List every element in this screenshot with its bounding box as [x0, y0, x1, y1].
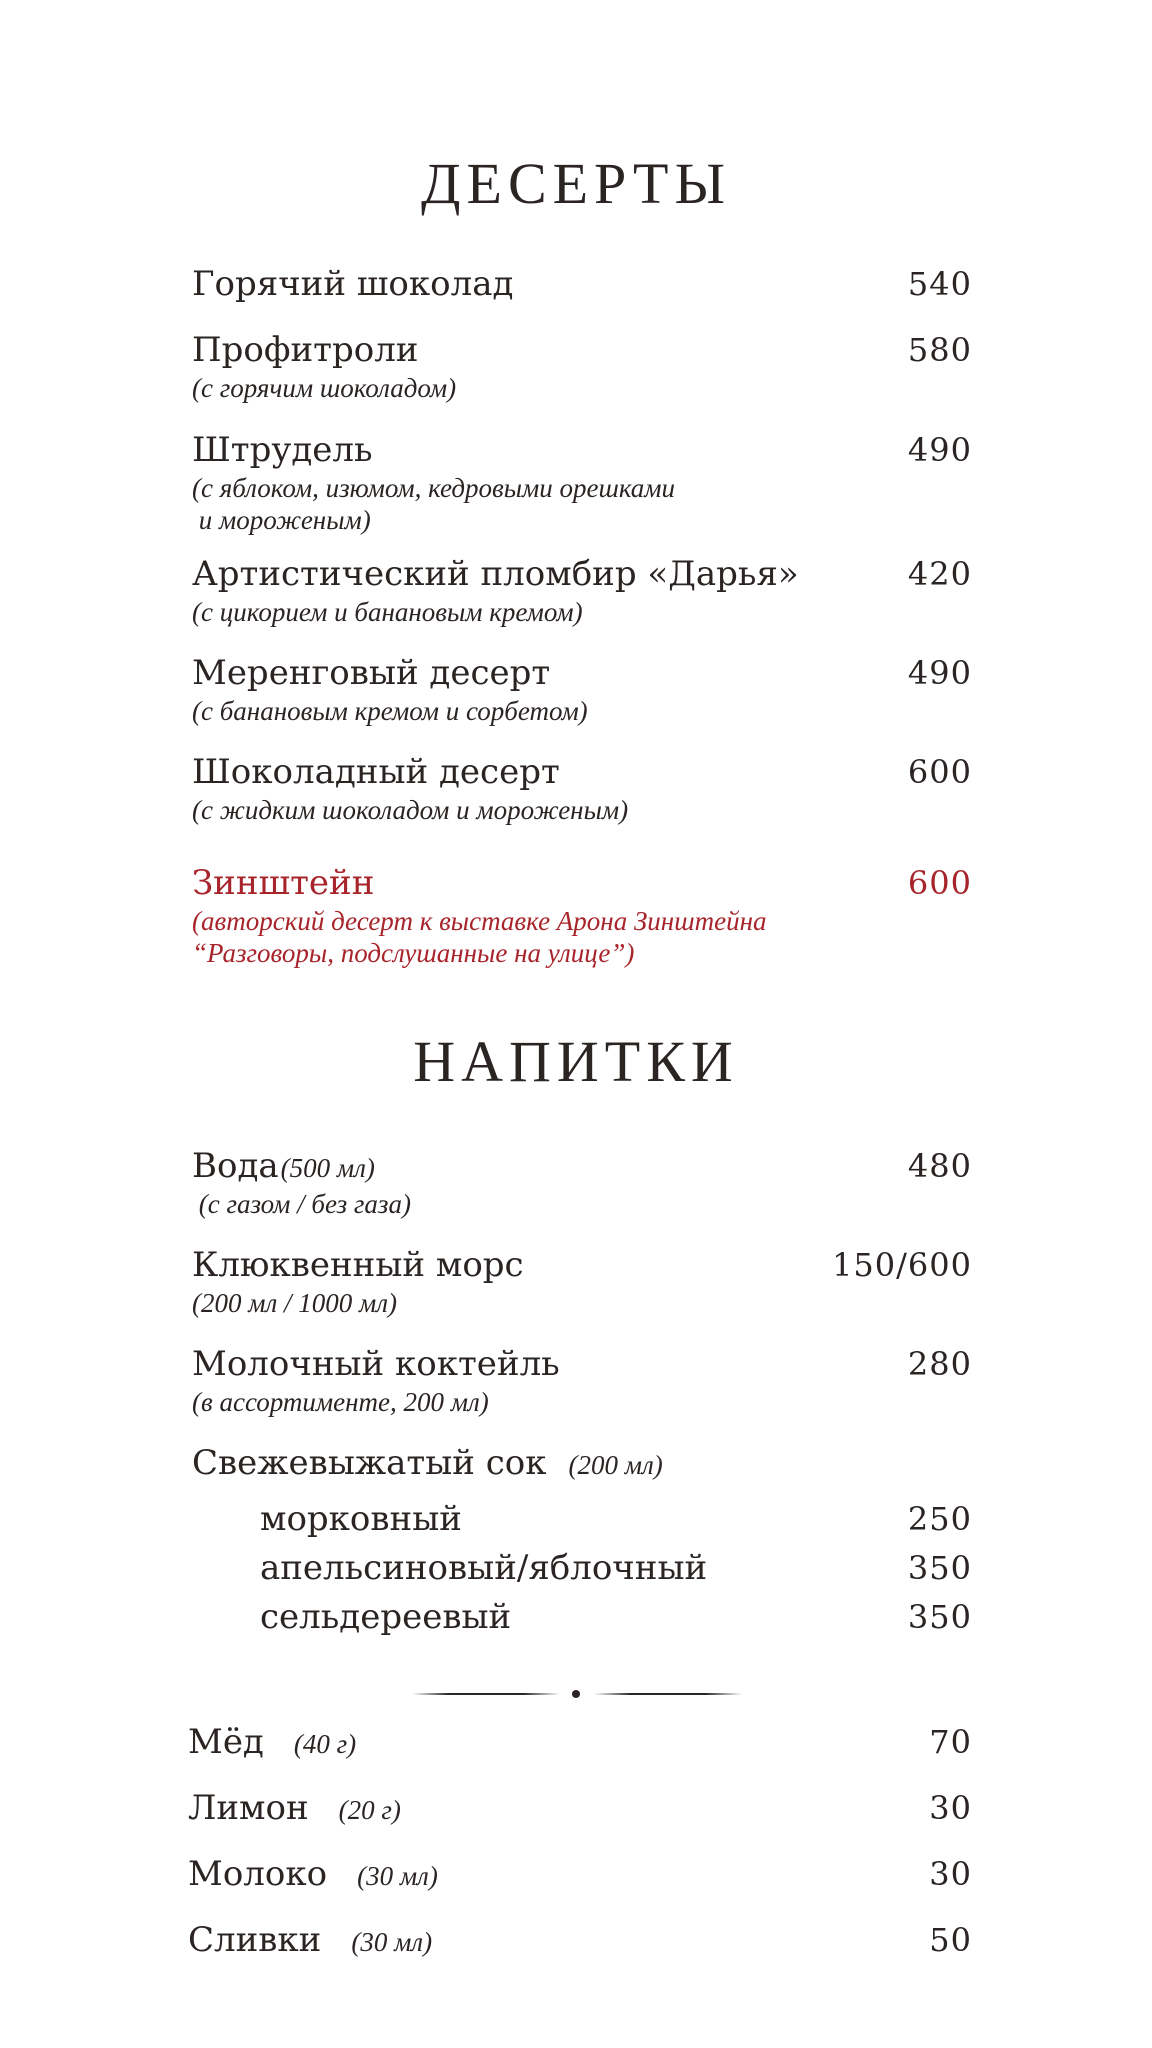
item-name: Шоколадный десерт: [192, 752, 560, 792]
item-price: 350: [907, 1549, 972, 1587]
item-name: сельдереевый: [260, 1597, 512, 1637]
item-price: 580: [907, 331, 972, 369]
item-name: Молочный коктейль: [192, 1344, 560, 1384]
item-price: 420: [907, 555, 972, 593]
divider-line-right: [594, 1693, 742, 1695]
divider-line-left: [412, 1693, 560, 1695]
item-name: Артистический пломбир «Дарья»: [192, 554, 799, 594]
item-description: (с яблоком, изюмом, кедровыми орешками: [192, 473, 676, 503]
item-price: 50: [929, 1921, 972, 1959]
item-name: апельсиновый/яблочный: [260, 1548, 708, 1588]
item-name: Вода(500 мл): [192, 1146, 375, 1186]
item-price: 280: [907, 1345, 972, 1383]
item-name: морковный: [260, 1499, 462, 1539]
extra-item-milk: [188, 1852, 972, 1896]
item-name: Меренговый десерт: [192, 653, 551, 693]
item-name: Молоко (30 мл): [188, 1854, 438, 1894]
item-description: (в ассортименте, 200 мл): [192, 1387, 489, 1417]
juice-item-carrot: [260, 1497, 972, 1541]
item-price: 490: [907, 654, 972, 692]
dessert-item-hot-chocolate: [192, 262, 972, 306]
drink-item-mors: [192, 1243, 972, 1319]
dessert-item-profiteroles: [192, 328, 972, 404]
item-name: Сливки (30 мл): [188, 1920, 433, 1960]
ornamental-divider: [412, 1689, 742, 1699]
item-price: 540: [907, 265, 972, 303]
item-name: Свежевыжатый сок (200 мл): [192, 1443, 663, 1483]
extra-item-honey: [188, 1720, 972, 1764]
item-price: 480: [907, 1147, 972, 1185]
item-name: Профитроли: [192, 330, 419, 370]
extra-item-cream: [188, 1918, 972, 1962]
item-name: Зинштейн: [192, 863, 375, 903]
item-price: 70: [929, 1723, 972, 1761]
item-volume: (500 мл): [280, 1153, 375, 1183]
item-description: (с жидким шоколадом и мороженым): [192, 795, 629, 825]
extra-item-lemon: [188, 1786, 972, 1830]
item-price: 30: [929, 1789, 972, 1827]
item-price: 250: [907, 1500, 972, 1538]
item-volume: (40 г): [293, 1729, 357, 1759]
juice-item-orange-apple: [260, 1546, 972, 1590]
item-volume: (30 мл): [357, 1861, 438, 1891]
desserts-title: ДЕСЕРТЫ: [420, 151, 732, 216]
item-description: (200 мл / 1000 мл): [192, 1288, 397, 1318]
item-price: 350: [907, 1598, 972, 1636]
item-volume: (20 г): [338, 1795, 401, 1825]
item-price: 490: [907, 431, 972, 469]
item-name: Лимон (20 г): [188, 1788, 401, 1828]
dessert-item-strudel: [192, 428, 972, 536]
item-description: (с газом / без газа): [192, 1189, 411, 1219]
item-description: (с банановым кремом и сорбетом): [192, 696, 588, 726]
dessert-item-plombir: [192, 552, 972, 628]
item-description: (с цикорием и банановым кремом): [192, 597, 583, 627]
drink-item-fresh-juice: [192, 1441, 972, 1485]
item-price: 150/600: [832, 1246, 972, 1284]
item-description: (авторский десерт к выставке Арона Зинштейна: [192, 906, 767, 936]
item-description-line-2: “Разговоры, подслушанные на улице”): [192, 938, 635, 968]
item-price: 600: [907, 864, 972, 902]
item-volume: (30 мл): [351, 1927, 433, 1957]
drink-item-water: [192, 1144, 972, 1220]
dessert-item-zinshtein: [192, 861, 972, 969]
item-volume: (200 мл): [568, 1450, 663, 1480]
item-name: Мёд (40 г): [188, 1722, 357, 1762]
item-name: Штрудель: [192, 430, 373, 470]
item-name: Горячий шоколад: [192, 264, 514, 304]
divider-dot-icon: [572, 1690, 580, 1698]
item-price: 30: [929, 1855, 972, 1893]
drinks-title: НАПИТКИ: [413, 1029, 739, 1094]
item-description: (с горячим шоколадом): [192, 373, 457, 403]
dessert-item-chocolate: [192, 750, 972, 826]
dessert-item-meringue: [192, 651, 972, 727]
juice-item-celery: [260, 1595, 972, 1639]
item-name: Клюквенный морс: [192, 1245, 524, 1285]
drink-item-milkshake: [192, 1342, 972, 1418]
item-price: 600: [907, 753, 972, 791]
item-description-line-2: и мороженым): [192, 505, 371, 535]
